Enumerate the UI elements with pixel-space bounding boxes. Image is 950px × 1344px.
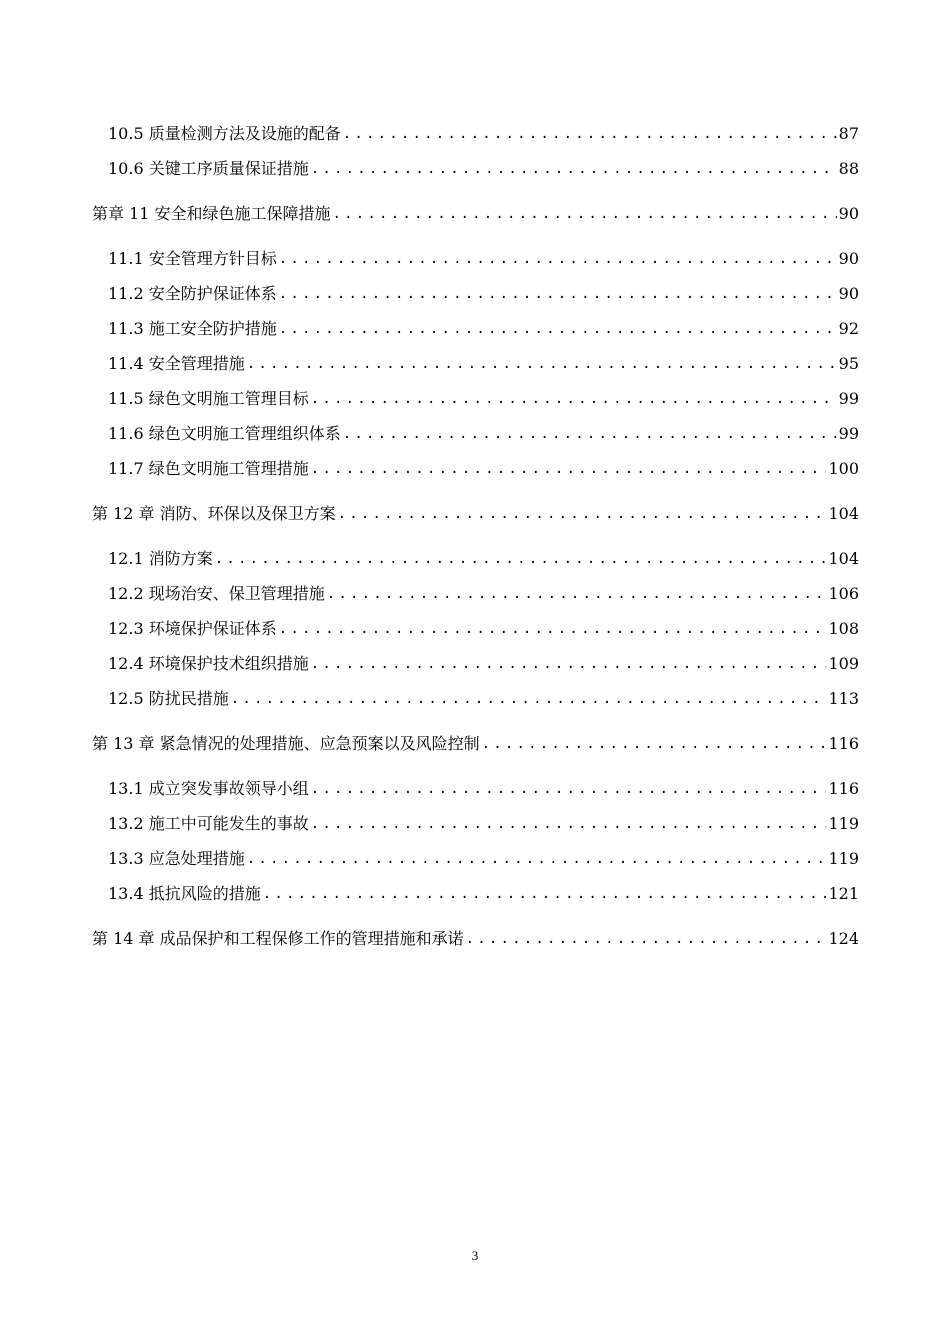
toc-entry[interactable] bbox=[92, 352, 859, 376]
toc-entry-title: 13.4 抵抗风险的措施 bbox=[108, 884, 261, 903]
toc-entry[interactable] bbox=[92, 687, 859, 711]
toc-dot-leader bbox=[343, 422, 837, 446]
toc-dot-leader bbox=[279, 247, 837, 271]
toc-entry[interactable] bbox=[92, 457, 859, 481]
toc-dot-leader bbox=[343, 122, 837, 146]
toc-dot-leader bbox=[263, 882, 827, 906]
toc-entry[interactable] bbox=[92, 732, 859, 756]
toc-entry-title: 第 13 章 紧急情况的处理措施、应急预案以及风险控制 bbox=[92, 734, 480, 753]
toc-entry[interactable] bbox=[92, 502, 859, 526]
toc-dot-leader bbox=[338, 502, 827, 526]
toc-entry-page: 95 bbox=[838, 354, 859, 373]
toc-entry[interactable] bbox=[92, 652, 859, 676]
toc-entry-title: 11.2 安全防护保证体系 bbox=[108, 284, 277, 303]
toc-entry-page: 119 bbox=[828, 849, 859, 868]
toc-dot-leader bbox=[247, 352, 837, 376]
toc-entry-title: 10.5 质量检测方法及设施的配备 bbox=[108, 124, 341, 143]
toc-entry-title: 13.2 施工中可能发生的事故 bbox=[108, 814, 309, 833]
toc-entry-page: 124 bbox=[828, 929, 859, 948]
toc-entry[interactable] bbox=[92, 847, 859, 871]
toc-entry-title: 12.3 环境保护保证体系 bbox=[108, 619, 277, 638]
toc-entry[interactable] bbox=[92, 582, 859, 606]
toc-entry-title: 11.6 绿色文明施工管理组织体系 bbox=[108, 424, 341, 443]
toc-entry-title: 12.4 环境保护技术组织措施 bbox=[108, 654, 309, 673]
toc-dot-leader bbox=[215, 547, 827, 571]
toc-entry-title: 11.1 安全管理方针目标 bbox=[108, 249, 277, 268]
toc-entry-title: 12.5 防扰民措施 bbox=[108, 689, 229, 708]
toc-entry-page: 119 bbox=[828, 814, 859, 833]
toc-entry-page: 109 bbox=[828, 654, 859, 673]
toc-entry-title: 12.1 消防方案 bbox=[108, 549, 213, 568]
toc-entry-title: 11.7 绿色文明施工管理措施 bbox=[108, 459, 309, 478]
toc-entry[interactable] bbox=[92, 927, 859, 951]
toc-entry[interactable] bbox=[92, 247, 859, 271]
toc-entry-page: 116 bbox=[828, 779, 859, 798]
toc-dot-leader bbox=[279, 282, 837, 306]
toc-entry-page: 92 bbox=[838, 319, 859, 338]
toc-entry-title: 第 12 章 消防、环保以及保卫方案 bbox=[92, 504, 336, 523]
page-number: 3 bbox=[471, 1248, 479, 1263]
toc-entry[interactable] bbox=[92, 387, 859, 411]
toc-entry-page: 88 bbox=[838, 159, 859, 178]
toc-entry-title: 11.4 安全管理措施 bbox=[108, 354, 245, 373]
toc-entry-title: 13.1 成立突发事故领导小组 bbox=[108, 779, 309, 798]
toc-dot-leader bbox=[247, 847, 827, 871]
toc-entry[interactable] bbox=[92, 547, 859, 571]
toc-entry[interactable] bbox=[92, 422, 859, 446]
toc-entry-page: 99 bbox=[838, 389, 859, 408]
toc-entry-page: 104 bbox=[828, 549, 859, 568]
toc-entry-title: 11.3 施工安全防护措施 bbox=[108, 319, 277, 338]
toc-entry[interactable] bbox=[92, 317, 859, 341]
toc-entry[interactable] bbox=[92, 157, 859, 181]
toc-dot-leader bbox=[311, 652, 827, 676]
toc-entry[interactable] bbox=[92, 122, 859, 146]
toc-dot-leader bbox=[311, 157, 837, 181]
toc-entry-page: 99 bbox=[838, 424, 859, 443]
toc-dot-leader bbox=[279, 617, 827, 641]
toc-entry-page: 87 bbox=[838, 124, 859, 143]
toc-dot-leader bbox=[466, 927, 827, 951]
toc-entry[interactable] bbox=[92, 282, 859, 306]
toc-dot-leader bbox=[279, 317, 837, 341]
toc-entry[interactable] bbox=[92, 617, 859, 641]
toc-entry-page: 121 bbox=[828, 884, 859, 903]
toc-entry[interactable] bbox=[92, 882, 859, 906]
toc-entry-page: 113 bbox=[828, 689, 859, 708]
toc-entry-title: 12.2 现场治安、保卫管理措施 bbox=[108, 584, 325, 603]
toc-entry-page: 90 bbox=[838, 204, 859, 223]
toc-entry-title: 第 14 章 成品保护和工程保修工作的管理措施和承诺 bbox=[92, 929, 464, 948]
toc-entry[interactable] bbox=[92, 777, 859, 801]
toc-entry-page: 116 bbox=[828, 734, 859, 753]
toc-dot-leader bbox=[482, 732, 827, 756]
toc-entry-title: 11.5 绿色文明施工管理目标 bbox=[108, 389, 309, 408]
toc-entry-title: 10.6 关键工序质量保证措施 bbox=[108, 159, 309, 178]
toc-dot-leader bbox=[311, 457, 827, 481]
toc-entry-page: 90 bbox=[838, 249, 859, 268]
toc-entry-page: 90 bbox=[838, 284, 859, 303]
toc-entry[interactable] bbox=[92, 812, 859, 836]
toc-dot-leader bbox=[231, 687, 827, 711]
toc-dot-leader bbox=[311, 812, 827, 836]
toc-dot-leader bbox=[311, 777, 827, 801]
toc-entry-title: 第章 11 安全和绿色施工保障措施 bbox=[92, 204, 331, 223]
toc-entry[interactable] bbox=[92, 202, 859, 226]
toc-dot-leader bbox=[311, 387, 837, 411]
toc-entry-page: 108 bbox=[828, 619, 859, 638]
toc-entry-page: 106 bbox=[828, 584, 859, 603]
toc-entry-page: 100 bbox=[828, 459, 859, 478]
toc-entry-title: 13.3 应急处理措施 bbox=[108, 849, 245, 868]
toc-dot-leader bbox=[333, 202, 837, 226]
toc-entry-page: 104 bbox=[828, 504, 859, 523]
toc-dot-leader bbox=[327, 582, 827, 606]
